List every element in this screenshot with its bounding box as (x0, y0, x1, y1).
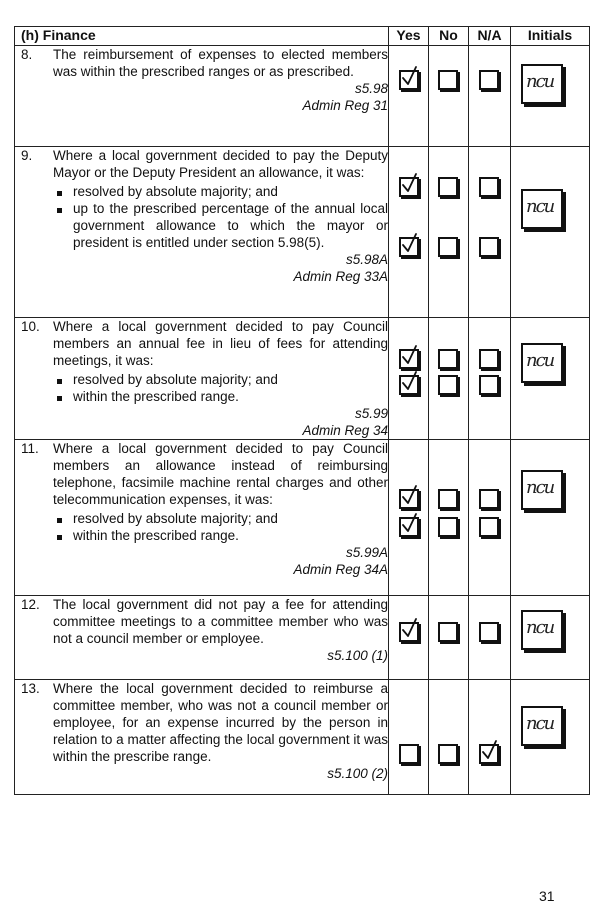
handwritten-initials: ncu (526, 196, 554, 217)
col-yes-header: Yes (389, 27, 429, 46)
checkmark-icon (400, 66, 420, 88)
col-na-cell (469, 680, 511, 795)
na-checkbox[interactable] (479, 744, 499, 764)
legislation-reference: s5.98A (345, 252, 388, 267)
bullet-item (53, 200, 388, 251)
initials-cell (511, 147, 590, 318)
na-checkbox[interactable] (479, 349, 499, 369)
item-number: 12. (21, 597, 40, 612)
checkmark-icon (480, 740, 500, 762)
col-yes-cell (389, 318, 429, 440)
bullet-icon (53, 371, 73, 388)
legislation-reference: Admin Reg 34 (302, 423, 388, 438)
bullet-icon (53, 388, 73, 405)
no-checkbox[interactable] (438, 375, 458, 395)
initials-cell (511, 318, 590, 440)
col-na-header: N/A (469, 27, 511, 46)
item-description (15, 46, 389, 147)
no-checkbox[interactable] (438, 349, 458, 369)
checkmark-icon (400, 173, 420, 195)
item-number: 8. (21, 47, 33, 62)
col-yes-cell (389, 680, 429, 795)
item-description (15, 318, 389, 440)
header-row (15, 27, 590, 46)
no-checkbox[interactable] (438, 177, 458, 197)
handwritten-initials: ncu (526, 713, 554, 734)
col-yes-cell (389, 440, 429, 596)
yes-checkbox[interactable] (399, 517, 419, 537)
bullet-icon (53, 510, 73, 527)
checkmark-icon (400, 513, 420, 535)
legislation-reference: s5.100 (1) (327, 648, 388, 663)
bullet-text: resolved by absolute majority; and (73, 184, 278, 199)
bullet-text: within the prescribed range. (73, 389, 239, 404)
bullet-list (53, 510, 388, 544)
item-number: 9. (21, 148, 33, 163)
handwritten-initials: ncu (526, 71, 554, 92)
no-checkbox[interactable] (438, 517, 458, 537)
handwritten-initials: ncu (526, 350, 554, 371)
initials-signature-box (521, 610, 563, 650)
bullet-icon (53, 200, 73, 251)
item-description (15, 596, 389, 680)
col-no-cell (429, 147, 469, 318)
col-no-cell (429, 46, 469, 147)
bullet-item (53, 527, 388, 544)
section-title: (h) Finance (15, 27, 389, 46)
item-number: 10. (21, 319, 40, 334)
item-text: Where the local government decided to reimburse a committee member, who was not a council member or employee, for an expense incurred by the person in relation to a matter affecting the local government it was within the prescribe range. (53, 681, 388, 764)
checkmark-icon (400, 371, 420, 393)
bullet-list (53, 183, 388, 251)
table-row (15, 596, 590, 680)
col-na-cell (469, 147, 511, 318)
item-text: Where a local government decided to pay Council members an annual fee in lieu of fees for attending meetings, it was: (53, 319, 388, 368)
yes-checkbox[interactable] (399, 349, 419, 369)
yes-checkbox[interactable] (399, 70, 419, 90)
initials-signature-box (521, 189, 563, 229)
item-text: The local government did not pay a fee for attending committee meetings to a committee member who was not a council member or employee. (53, 597, 388, 646)
bullet-text: resolved by absolute majority; and (73, 372, 278, 387)
checkmark-icon (400, 485, 420, 507)
bullet-text: up to the prescribed percentage of the annual local government allowance to which the mayor or president is entitled under section 5.98(5). (73, 201, 388, 250)
finance-table (14, 26, 590, 795)
na-checkbox[interactable] (479, 237, 499, 257)
initials-cell (511, 596, 590, 680)
col-na-cell (469, 596, 511, 680)
initials-cell (511, 440, 590, 596)
col-no-cell (429, 440, 469, 596)
yes-checkbox[interactable] (399, 489, 419, 509)
no-checkbox[interactable] (438, 70, 458, 90)
bullet-text: resolved by absolute majority; and (73, 511, 278, 526)
bullet-item (53, 388, 388, 405)
no-checkbox[interactable] (438, 489, 458, 509)
no-checkbox[interactable] (438, 237, 458, 257)
item-description (15, 440, 389, 596)
bullet-icon (53, 527, 73, 544)
col-na-cell (469, 46, 511, 147)
legislation-reference: Admin Reg 31 (302, 98, 388, 113)
col-yes-cell (389, 46, 429, 147)
col-initials-header: Initials (511, 27, 590, 46)
na-checkbox[interactable] (479, 622, 499, 642)
col-no-header: No (429, 27, 469, 46)
initials-signature-box (521, 64, 563, 104)
na-checkbox[interactable] (479, 517, 499, 537)
initials-cell (511, 680, 590, 795)
checkmark-icon (400, 233, 420, 255)
bullet-icon (53, 183, 73, 200)
no-checkbox[interactable] (438, 622, 458, 642)
handwritten-initials: ncu (526, 477, 554, 498)
legislation-reference: Admin Reg 33A (293, 269, 388, 284)
legislation-reference: Admin Reg 34A (293, 562, 388, 577)
na-checkbox[interactable] (479, 70, 499, 90)
item-number: 11. (21, 441, 39, 456)
yes-checkbox[interactable] (399, 237, 419, 257)
legislation-reference: s5.99A (345, 545, 388, 560)
col-na-cell (469, 440, 511, 596)
yes-checkbox[interactable] (399, 622, 419, 642)
item-description (15, 680, 389, 795)
item-text: The reimbursement of expenses to elected members was within the prescribed ranges or as prescribed. (53, 47, 388, 79)
initials-signature-box (521, 706, 563, 746)
page-number: 31 (539, 888, 555, 904)
na-checkbox[interactable] (479, 177, 499, 197)
na-checkbox[interactable] (479, 489, 499, 509)
table-row (15, 147, 590, 318)
bullet-text: within the prescribed range. (73, 528, 239, 543)
table-row (15, 680, 590, 795)
item-text: Where a local government decided to pay Council members an allowance instead of reimbursing telephone, facsimile machine rental charges and other telecommunication expenses, it was: (53, 441, 388, 507)
bullet-list (53, 371, 388, 405)
yes-checkbox[interactable] (399, 744, 419, 764)
table-row (15, 318, 590, 440)
yes-checkbox[interactable] (399, 177, 419, 197)
initials-signature-box (521, 470, 563, 510)
bullet-item (53, 183, 388, 200)
legislation-reference: s5.98 (354, 81, 388, 96)
col-no-cell (429, 318, 469, 440)
item-number: 13. (21, 681, 40, 696)
col-no-cell (429, 680, 469, 795)
legislation-reference: s5.100 (2) (327, 766, 388, 781)
col-yes-cell (389, 596, 429, 680)
initials-signature-box (521, 343, 563, 383)
no-checkbox[interactable] (438, 744, 458, 764)
col-na-cell (469, 318, 511, 440)
item-text: Where a local government decided to pay the Deputy Mayor or the Deputy President an allowance, it was: (53, 148, 388, 180)
legislation-reference: s5.99 (354, 406, 388, 421)
table-row (15, 46, 590, 147)
initials-cell (511, 46, 590, 147)
col-no-cell (429, 596, 469, 680)
bullet-item (53, 510, 388, 527)
yes-checkbox[interactable] (399, 375, 419, 395)
bullet-item (53, 371, 388, 388)
checkmark-icon (400, 345, 420, 367)
handwritten-initials: ncu (526, 617, 554, 638)
na-checkbox[interactable] (479, 375, 499, 395)
checkmark-icon (400, 618, 420, 640)
col-yes-cell (389, 147, 429, 318)
item-description (15, 147, 389, 318)
table-row (15, 440, 590, 596)
